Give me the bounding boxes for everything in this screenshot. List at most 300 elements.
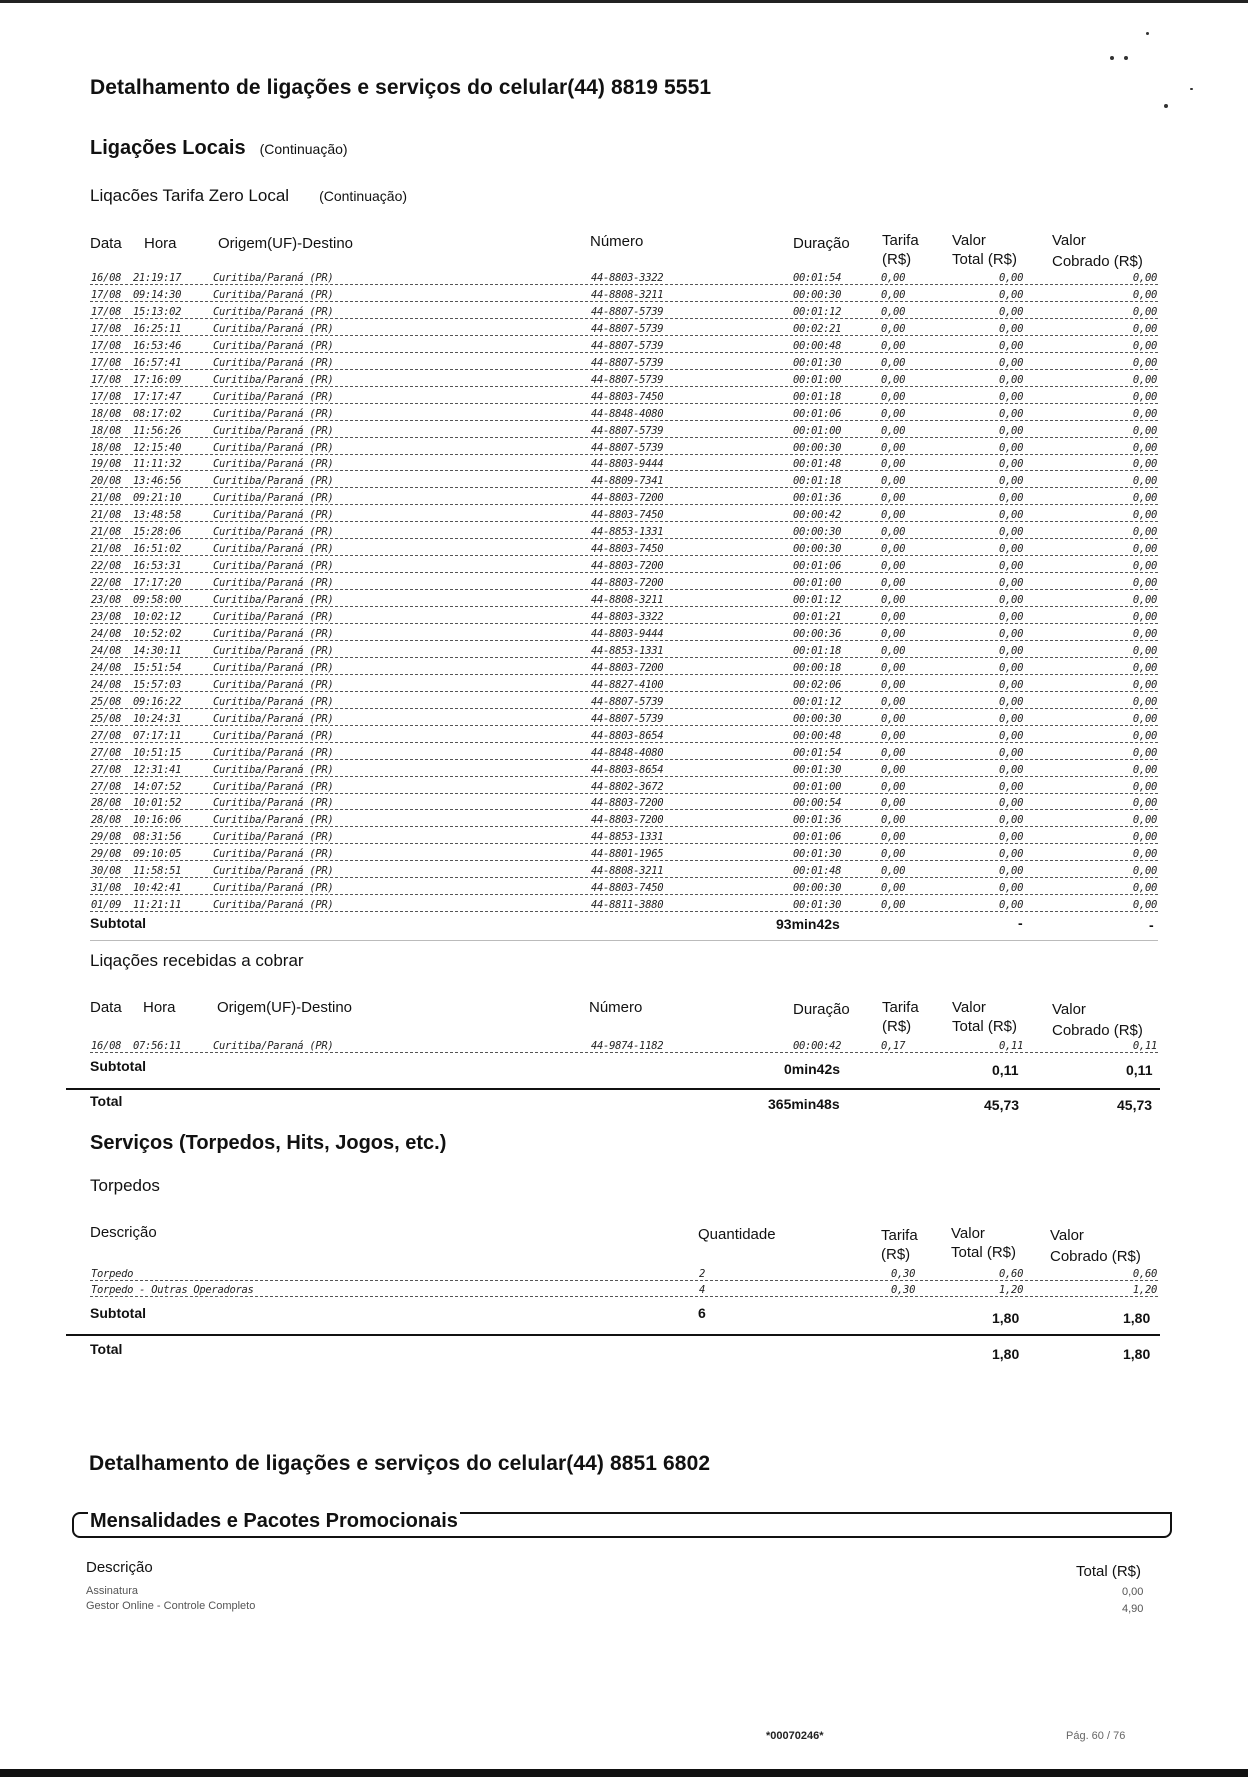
col-header-duracao: Duração [793,1001,850,1018]
cell-hora: 13:48:58 [133,509,182,522]
cell-tarifa: 0,00 [881,627,906,640]
cell-valor-cobrado: 0,00 [1132,577,1157,590]
cell-origem: Curitiba/Paraná (PR) [213,831,334,844]
cell-tarifa: 0,00 [881,763,906,776]
cell-hora: 16:51:02 [133,543,182,556]
cell-origem: Curitiba/Paraná (PR) [213,441,334,454]
cell-duracao: 00:00:48 [793,729,842,742]
cell-hora: 08:31:56 [133,831,182,844]
cell-valor-total: 0,00 [999,831,1024,844]
cell-numero: 44-8807-5739 [591,305,664,318]
table-row [90,781,1158,797]
cell-tarifa: 0,00 [881,356,906,369]
col-header-descricao: Descrição [90,1224,157,1241]
col-header-tarifa [882,231,919,269]
col-header-hora: Hora [144,235,177,252]
cell-data: 18/08 [91,424,122,437]
mensalidade-value: 0,00 [1122,1586,1144,1598]
table-row [90,882,1158,898]
subtotal-valor-total: - [1018,915,1023,931]
table-row [90,475,1158,491]
cell-duracao: 00:01:36 [793,814,842,827]
table-row [90,1284,1158,1300]
cell-tarifa: 0,00 [881,797,906,810]
col-header-data: Data [90,999,122,1016]
dotted-leader [90,386,1158,387]
table-row [90,645,1158,661]
dotted-leader [90,538,1158,539]
table-row [90,492,1158,508]
dotted-leader [90,776,1158,777]
cell-origem: Curitiba/Paraná (PR) [213,644,334,657]
col-header-descricao: Descrição [86,1559,153,1576]
subtotal-duration: 93min42s [776,916,840,932]
cell-tarifa: 0,00 [881,746,906,759]
cell-data: 27/08 [91,780,122,793]
cell-numero: 44-8803-7200 [591,492,664,505]
cell-hora: 14:30:11 [133,644,182,657]
cell-tarifa: 0,17 [881,1040,906,1052]
cell-hora: 11:21:11 [133,899,182,912]
col-header-valor-cobrado [1052,1000,1143,1040]
cell-valor-total: 0,00 [999,627,1024,640]
cell-data: 24/08 [91,644,122,657]
subsection-title-torpedos: Torpedos [90,1176,160,1195]
cell-valor-total: 0,00 [999,390,1024,403]
cell-numero: 44-8808-3211 [591,594,664,607]
cell-origem: Curitiba/Paraná (PR) [213,424,334,437]
cell-tarifa: 0,00 [881,882,906,895]
cell-origem: Curitiba/Paraná (PR) [213,509,334,522]
cell-origem: Curitiba/Paraná (PR) [213,288,334,301]
dotted-leader [90,1296,1158,1297]
cell-numero: 44-8853-1331 [591,644,664,657]
page-number: Pág. 60 / 76 [1066,1730,1126,1742]
cell-valor-total: 0,00 [999,356,1024,369]
cell-valor-cobrado: 0,00 [1132,492,1157,505]
mensalidade-desc: Assinatura [86,1585,138,1597]
cell-duracao: 00:00:30 [793,441,842,454]
cell-hora: 09:58:00 [133,594,182,607]
table-row [90,594,1158,610]
cell-valor-total: 0,00 [999,339,1024,352]
cell-numero: 44-8807-5739 [591,356,664,369]
cell-valor-total: 0,11 [999,1040,1024,1052]
total-rule [66,1334,1160,1336]
cell-numero: 44-9874-1182 [591,1040,664,1052]
cell-origem: Curitiba/Paraná (PR) [213,746,334,759]
col-header-origem: Origem(UF)-Destino [218,235,354,252]
cell-valor-total: 0,00 [999,577,1024,590]
cell-data: 17/08 [91,288,122,301]
cell-duracao: 00:01:12 [793,594,842,607]
cell-hora: 08:17:02 [133,407,182,420]
dotted-leader [90,1052,1158,1053]
cell-valor-total: 0,00 [999,322,1024,335]
cell-tarifa: 0,00 [881,458,906,471]
cell-valor-total: 0,00 [999,560,1024,573]
cell-duracao: 00:01:12 [793,305,842,318]
cell-hora: 10:52:02 [133,627,182,640]
cell-tarifa: 0,00 [881,729,906,742]
cell-duracao: 00:01:30 [793,848,842,861]
cell-valor-cobrado: 0,00 [1132,356,1157,369]
cell-valor-cobrado: 0,00 [1132,814,1157,827]
cell-origem: Curitiba/Paraná (PR) [213,865,334,878]
cell-data: 16/08 [91,1040,122,1052]
cell-tarifa: 0,00 [881,831,906,844]
cell-valor-total: 0,00 [999,424,1024,437]
table-row [90,543,1158,559]
cell-valor-cobrado: 0,00 [1132,458,1157,471]
dotted-leader [90,894,1158,895]
cell-numero: 44-8827-4100 [591,678,664,691]
cell-origem: Curitiba/Paraná (PR) [213,577,334,590]
cell-tarifa: 0,00 [881,339,906,352]
cell-duracao: 00:00:18 [793,661,842,674]
cell-data: 24/08 [91,661,122,674]
cell-hora: 10:01:52 [133,797,182,810]
cell-valor-cobrado: 0,00 [1132,441,1157,454]
cell-data: 17/08 [91,373,122,386]
cell-valor-total: 0,60 [999,1268,1024,1280]
cell-duracao: 00:01:30 [793,356,842,369]
cell-numero: 44-8807-5739 [591,712,664,725]
cell-hora: 10:02:12 [133,611,182,623]
cell-valor-cobrado: 0,00 [1132,526,1157,539]
subtotal-duration: 0min42s [784,1061,841,1077]
cell-numero: 44-8803-8654 [591,763,664,776]
table-row [90,391,1158,407]
cell-duracao: 00:01:48 [793,458,842,471]
subsection-title-text: Liqacões Tarifa Zero Local [90,186,290,205]
cell-duracao: 00:01:30 [793,763,842,776]
cell-valor-total: 0,00 [999,407,1024,420]
cell-hora: 16:57:41 [133,356,182,369]
col-header-valor-label: Valor [1052,1001,1086,1018]
cell-numero: 44-8803-7200 [591,661,664,674]
cell-duracao: 00:02:06 [793,678,842,691]
cell-valor-cobrado: 0,00 [1132,594,1157,607]
dotted-leader [90,708,1158,709]
cell-duracao: 00:00:30 [793,543,842,556]
cell-hora: 17:17:20 [133,577,182,590]
cell-hora: 10:42:41 [133,882,182,895]
col-header-valor-label: Valor [1050,1227,1084,1244]
cell-origem: Curitiba/Paraná (PR) [213,322,334,335]
col-header-numero: Número [590,233,644,250]
cell-tarifa: 0,00 [881,678,906,691]
table-row [90,442,1158,458]
cell-data: 30/08 [91,865,122,878]
section-box-title: Mensalidades e Pacotes Promocionais [90,1510,458,1532]
cell-numero: 44-8803-7200 [591,577,664,590]
cell-data: 29/08 [91,831,122,844]
continuation-note: (Continuação) [259,141,348,157]
cell-origem: Curitiba/Paraná (PR) [213,797,334,810]
subtotal-label: Subtotal [90,1058,146,1074]
cell-origem: Curitiba/Paraná (PR) [213,356,334,369]
dotted-leader [90,623,1158,624]
cell-data: 20/08 [91,475,122,488]
total-valor-total: 45,73 [984,1097,1020,1113]
dotted-leader [90,470,1158,471]
col-header-duracao: Duração [793,235,850,252]
cell-valor-cobrado: 0,00 [1132,780,1157,793]
dotted-leader [90,674,1158,675]
cell-valor-total: 0,00 [999,780,1024,793]
subtotal-quantidade: 6 [698,1305,706,1321]
cell-tarifa: 0,00 [881,594,906,607]
cell-valor-total: 0,00 [999,678,1024,691]
cell-valor-cobrado: 0,00 [1132,729,1157,742]
cell-origem: Curitiba/Paraná (PR) [213,560,334,573]
cell-numero: 44-8848-4080 [591,746,664,759]
cell-hora: 15:28:06 [133,526,182,539]
cell-valor-cobrado: 0,00 [1132,627,1157,640]
cell-tarifa: 0,00 [881,288,906,301]
cell-valor-total: 0,00 [999,373,1024,386]
cell-valor-total: 0,00 [999,763,1024,776]
col-header-tarifa-label: Tarifa [881,1227,918,1244]
scan-bottom-edge [0,1769,1248,1777]
col-header-tarifa-unit: (R$) [882,251,912,268]
cell-data: 31/08 [91,882,122,895]
cell-duracao: 00:00:30 [793,288,842,301]
cell-valor-total: 0,00 [999,695,1024,708]
cell-numero: 44-8807-5739 [591,322,664,335]
cell-valor-cobrado: 0,60 [1132,1268,1157,1280]
dotted-leader [90,725,1158,726]
phone-detail-title: Detalhamento de ligações e serviços do celular(44) 8851 6802 [89,1452,711,1475]
cell-valor-total: 0,00 [999,899,1024,912]
cell-numero: 44-8809-7341 [591,475,664,488]
col-header-valor-cobrado-label: Cobrado (R$) [1052,253,1143,270]
cell-hora: 09:10:05 [133,848,182,861]
cell-tarifa: 0,00 [881,509,906,522]
col-header-tarifa [882,998,919,1036]
cell-duracao: 00:01:36 [793,492,842,505]
cell-tarifa: 0,00 [881,543,906,556]
cell-valor-cobrado: 0,00 [1132,797,1157,810]
col-header-hora: Hora [143,999,176,1016]
cell-data: 19/08 [91,458,122,471]
section-divider [90,940,1158,941]
cell-duracao: 00:01:00 [793,780,842,793]
cell-origem: Curitiba/Paraná (PR) [213,848,334,861]
table-row [90,577,1158,593]
dotted-leader [90,555,1158,556]
subsection-title-recebidas: Liqações recebidas a cobrar [90,951,304,970]
cell-data: 17/08 [91,356,122,369]
cell-tarifa: 0,00 [881,322,906,335]
cell-origem: Curitiba/Paraná (PR) [213,763,334,776]
cell-tarifa: 0,00 [881,424,906,437]
cell-tarifa: 0,30 [891,1284,916,1296]
cell-numero: 44-8853-1331 [591,526,664,539]
cell-valor-cobrado: 0,00 [1132,712,1157,725]
cell-data: 25/08 [91,695,122,708]
cell-tarifa: 0,30 [891,1268,916,1280]
cell-hora: 09:21:10 [133,492,182,505]
subtotal-label: Subtotal [90,1305,146,1321]
cell-tarifa: 0,00 [881,492,906,505]
dotted-leader [90,589,1158,590]
cell-valor-cobrado: 0,00 [1132,848,1157,861]
cell-valor-cobrado: 0,00 [1132,288,1157,301]
cell-data: 23/08 [91,594,122,607]
cell-duracao: 00:00:30 [793,526,842,539]
cell-numero: 44-8803-7450 [591,509,664,522]
cell-numero: 44-8807-5739 [591,339,664,352]
col-header-tarifa [881,1226,918,1264]
cell-valor-total: 0,00 [999,611,1024,623]
cell-hora: 10:51:15 [133,746,182,759]
cell-valor-total: 0,00 [999,475,1024,488]
continuation-note: (Continuação) [319,188,408,204]
cell-tarifa: 0,00 [881,373,906,386]
cell-numero: 44-8853-1331 [591,831,664,844]
cell-valor-cobrado: 0,00 [1132,882,1157,895]
cell-numero: 44-8802-3672 [591,780,664,793]
cell-valor-cobrado: 0,00 [1132,407,1157,420]
cell-origem: Curitiba/Paraná (PR) [213,492,334,505]
cell-origem: Curitiba/Paraná (PR) [213,882,334,895]
dotted-leader [90,877,1158,878]
cell-data: 25/08 [91,712,122,725]
col-header-tarifa-unit: (R$) [882,1018,912,1035]
cell-numero: 44-8803-7450 [591,390,664,403]
cell-valor-cobrado: 0,00 [1132,831,1157,844]
col-header-total: Total (R$) [1076,1563,1142,1580]
cell-origem: Curitiba/Paraná (PR) [213,526,334,539]
dotted-leader [90,352,1158,353]
cell-origem: Curitiba/Paraná (PR) [213,611,334,623]
cell-duracao: 00:01:18 [793,390,842,403]
scan-speck [1164,104,1168,108]
cell-duracao: 00:01:06 [793,407,842,420]
subtotal-valor-total: 0,11 [992,1062,1019,1078]
cell-valor-cobrado: 0,00 [1132,865,1157,878]
cell-data: 22/08 [91,560,122,573]
cell-hora: 21:19:17 [133,272,182,284]
table-row [90,696,1158,712]
cell-tarifa: 0,00 [881,272,906,284]
cell-valor-total: 1,20 [999,1284,1024,1296]
table-row [90,425,1158,441]
dotted-leader [90,793,1158,794]
scan-speck [1190,88,1193,90]
total-label: Total [90,1341,123,1357]
cell-hora: 07:17:11 [133,729,182,742]
col-header-tarifa-unit: (R$) [881,1246,911,1263]
cell-tarifa: 0,00 [881,661,906,674]
cell-valor-cobrado: 0,00 [1132,678,1157,691]
col-header-origem: Origem(UF)-Destino [217,999,353,1016]
cell-origem: Curitiba/Paraná (PR) [213,594,334,607]
cell-quantidade: 2 [699,1268,706,1280]
cell-valor-total: 0,00 [999,729,1024,742]
table-row [90,1040,1158,1056]
dotted-leader [90,691,1158,692]
cell-hora: 14:07:52 [133,780,182,793]
cell-data: 27/08 [91,746,122,759]
cell-hora: 10:24:31 [133,712,182,725]
cell-numero: 44-8807-5739 [591,373,664,386]
cell-tarifa: 0,00 [881,611,906,623]
table-row [90,713,1158,729]
dotted-leader [90,521,1158,522]
subtotal-label: Subtotal [90,915,146,931]
dotted-leader [90,301,1158,302]
dotted-leader [90,369,1158,370]
cell-data: 27/08 [91,763,122,776]
cell-data: 17/08 [91,322,122,335]
cell-origem: Curitiba/Paraná (PR) [213,1040,334,1052]
cell-data: 17/08 [91,305,122,318]
cell-data: 18/08 [91,441,122,454]
table-row [90,272,1158,288]
cell-valor-cobrado: 0,00 [1132,560,1157,573]
subtotal-valor-cobrado: 0,11 [1126,1062,1153,1078]
dotted-leader [90,640,1158,641]
dotted-leader [90,318,1158,319]
cell-numero: 44-8808-3211 [591,865,664,878]
cell-numero: 44-8803-7450 [591,882,664,895]
cell-duracao: 00:02:21 [793,322,842,335]
cell-tarifa: 0,00 [881,848,906,861]
cell-tarifa: 0,00 [881,695,906,708]
cell-valor-cobrado: 0,00 [1132,339,1157,352]
cell-valor-total: 0,00 [999,644,1024,657]
cell-valor-total: 0,00 [999,458,1024,471]
cell-data: 28/08 [91,797,122,810]
col-header-quantidade: Quantidade [698,1226,776,1243]
cell-tarifa: 0,00 [881,526,906,539]
cell-duracao: 00:01:12 [793,695,842,708]
table-row [90,865,1158,881]
cell-data: 27/08 [91,729,122,742]
col-header-valor-label: Valor [952,999,986,1016]
cell-valor-total: 0,00 [999,526,1024,539]
section-title-locais [90,137,348,160]
cell-numero: 44-8807-5739 [591,695,664,708]
total-valor-total: 1,80 [992,1346,1020,1362]
cell-valor-total: 0,00 [999,797,1024,810]
cell-numero: 44-8807-5739 [591,424,664,437]
cell-valor-total: 0,00 [999,543,1024,556]
cell-valor-cobrado: 0,00 [1132,661,1157,674]
table-row [90,628,1158,644]
table-row [90,662,1158,678]
cell-data: 21/08 [91,526,122,539]
table-row [90,611,1158,627]
table-row [90,357,1158,373]
table-row [90,747,1158,763]
cell-origem: Curitiba/Paraná (PR) [213,458,334,471]
cell-valor-total: 0,00 [999,746,1024,759]
dotted-leader [90,403,1158,404]
cell-valor-total: 0,00 [999,882,1024,895]
dotted-leader [90,826,1158,827]
col-header-valor-total-label: Total (R$) [952,1018,1018,1035]
dotted-leader [90,742,1158,743]
total-label: Total [90,1093,123,1109]
phone-detail-title: Detalhamento de ligações e serviços do celular(44) 8819 5551 [90,76,712,99]
scan-speck [1146,32,1149,35]
col-header-valor-label: Valor [952,232,986,249]
total-valor-cobrado: 45,73 [1117,1097,1153,1113]
